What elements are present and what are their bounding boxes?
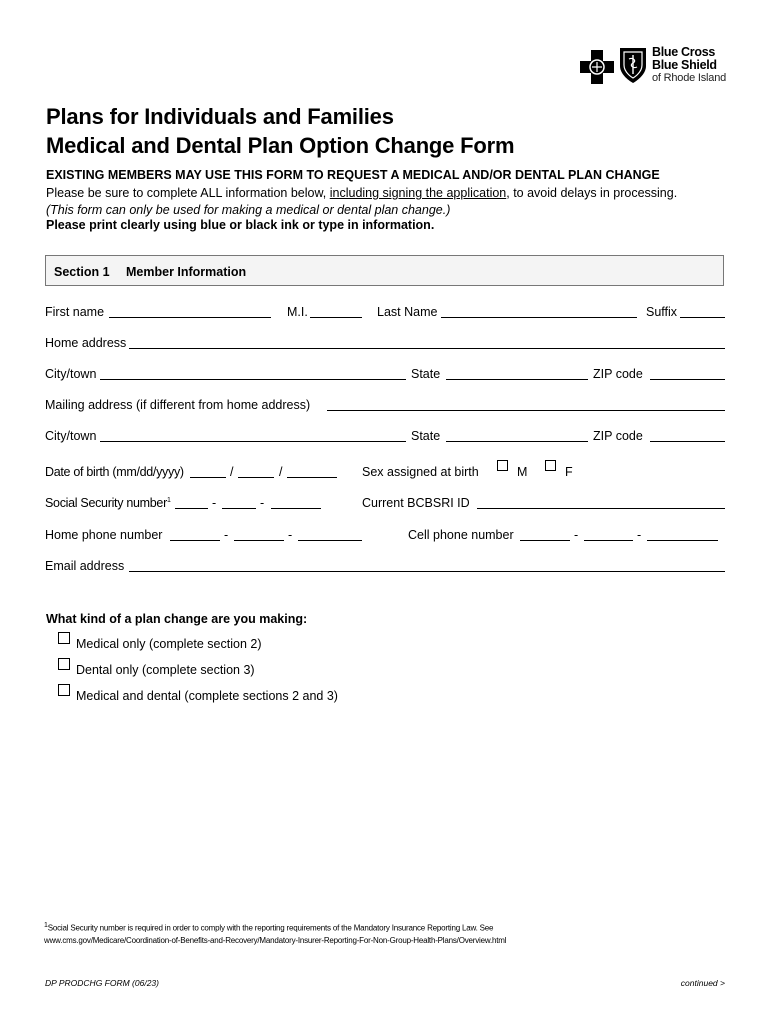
- intro-pre: Please be sure to complete ALL information below,: [46, 186, 330, 200]
- option-medical-label: Medical only (complete section 2): [76, 637, 262, 651]
- sex-m-checkbox[interactable]: [497, 460, 508, 471]
- form-id: DP PRODCHG FORM (06/23): [45, 978, 159, 988]
- home-phone-line-field[interactable]: [298, 540, 362, 541]
- mailing-state-label: State: [411, 429, 441, 443]
- cell-phone-line-field[interactable]: [647, 540, 718, 541]
- cell-phone-label: Cell phone number: [408, 528, 514, 542]
- dob-slash-1: /: [230, 465, 234, 479]
- mailing-zip-field[interactable]: [650, 441, 725, 442]
- dob-day-field[interactable]: [238, 477, 274, 478]
- ssn-dash-1: -: [212, 496, 217, 510]
- zip-label: ZIP code: [593, 367, 643, 381]
- ssn-label-text: Social Security number: [45, 496, 167, 510]
- city-field[interactable]: [100, 379, 406, 380]
- dob-slash-2: /: [279, 465, 283, 479]
- blue-shield-icon: [618, 46, 648, 84]
- last-name-field[interactable]: [441, 317, 637, 318]
- zip-field[interactable]: [650, 379, 725, 380]
- mi-label: M.I.: [287, 305, 308, 319]
- footnote-line-1-text: Social Security number is required in order to comply with the reporting requirements of the Mandatory Insurance Reporting Law. See: [47, 923, 494, 933]
- state-label: State: [411, 367, 441, 381]
- intro-line: [46, 186, 677, 200]
- option-dental-label: Dental only (complete section 3): [76, 663, 255, 677]
- page-title-line-2: Medical and Dental Plan Option Change Form: [46, 133, 515, 158]
- page-title-line-1: Plans for Individuals and Families: [46, 104, 394, 129]
- mailing-address-field[interactable]: [327, 410, 725, 411]
- cell-phone-dash-1: -: [574, 528, 579, 542]
- ssn-label: [45, 496, 171, 510]
- ssn-part-1-field[interactable]: [175, 508, 208, 509]
- cell-phone-area-field[interactable]: [520, 540, 570, 541]
- ssn-dash-2: -: [260, 496, 265, 510]
- mailing-zip-label: ZIP code: [593, 429, 643, 443]
- footnote-line-1: [44, 922, 493, 933]
- ssn-part-3-field[interactable]: [271, 508, 321, 509]
- suffix-field[interactable]: [680, 317, 725, 318]
- sex-f-checkbox[interactable]: [545, 460, 556, 471]
- mailing-city-label: City/town: [45, 429, 97, 443]
- mi-field[interactable]: [310, 317, 362, 318]
- sex-m-label: M: [517, 465, 528, 479]
- sex-f-label: F: [565, 465, 573, 479]
- ssn-footnote-marker: 1: [166, 496, 171, 504]
- dob-label: Date of birth (mm/dd/yyyy): [45, 465, 184, 479]
- cell-phone-prefix-field[interactable]: [584, 540, 633, 541]
- bcbsri-id-label: Current BCBSRI ID: [362, 496, 470, 510]
- home-phone-area-field[interactable]: [170, 540, 220, 541]
- dob-month-field[interactable]: [190, 477, 226, 478]
- footnote-marker: 1: [44, 922, 48, 929]
- mailing-city-field[interactable]: [100, 441, 406, 442]
- caps-notice: EXISTING MEMBERS MAY USE THIS FORM TO REQUEST A MEDICAL AND/OR DENTAL PLAN CHANGE: [46, 168, 660, 182]
- email-field[interactable]: [129, 571, 725, 572]
- first-name-label: First name: [45, 305, 105, 319]
- logo-line-3: of Rhode Island: [652, 72, 727, 84]
- suffix-label: Suffix: [646, 305, 678, 319]
- bcbsri-logo: [580, 44, 730, 86]
- city-label: City/town: [45, 367, 97, 381]
- bcbsri-id-field[interactable]: [477, 508, 725, 509]
- email-label: Email address: [45, 559, 125, 573]
- option-both-checkbox[interactable]: [58, 684, 70, 696]
- home-address-field[interactable]: [129, 348, 725, 349]
- intro-underlined: including signing the application: [329, 186, 507, 200]
- intro-bold: Please print clearly using blue or black ink or type in information.: [46, 218, 435, 232]
- continued-label: continued >: [680, 978, 725, 988]
- cell-phone-dash-2: -: [637, 528, 642, 542]
- option-both-label: Medical and dental (complete sections 2 and 3): [76, 689, 338, 703]
- intro-post: , to avoid delays in processing.: [506, 186, 678, 200]
- section-title: Member Information: [126, 265, 247, 279]
- section-1-header: [45, 255, 724, 286]
- home-phone-dash-2: -: [288, 528, 293, 542]
- intro-italic: (This form can only be used for making a medical or dental plan change.): [46, 203, 451, 217]
- footnote-line-2: www.cms.gov/Medicare/Coordination-of-Benefits-and-Recovery/Mandatory-Insurer-Reporting-For-Non-Group-Health-Plans/Overview.html: [44, 936, 507, 945]
- mailing-address-label: Mailing address (if different from home address): [45, 398, 311, 412]
- logo-line-1: Blue Cross: [652, 45, 715, 59]
- state-field[interactable]: [446, 379, 588, 380]
- last-name-label: Last Name: [377, 305, 438, 319]
- option-dental-checkbox[interactable]: [58, 658, 70, 670]
- home-address-label: Home address: [45, 336, 127, 350]
- option-medical-checkbox[interactable]: [58, 632, 70, 644]
- home-phone-dash-1: -: [224, 528, 229, 542]
- ssn-part-2-field[interactable]: [222, 508, 256, 509]
- home-phone-prefix-field[interactable]: [234, 540, 284, 541]
- mailing-state-field[interactable]: [446, 441, 588, 442]
- plan-change-question: What kind of a plan change are you making:: [46, 612, 308, 626]
- section-number: Section 1: [54, 265, 110, 279]
- blue-cross-icon: [580, 50, 614, 84]
- logo-line-2: Blue Shield: [652, 58, 717, 72]
- home-phone-label: Home phone number: [45, 528, 163, 542]
- dob-year-field[interactable]: [287, 477, 337, 478]
- sex-label: Sex assigned at birth: [362, 465, 479, 479]
- first-name-field[interactable]: [109, 317, 271, 318]
